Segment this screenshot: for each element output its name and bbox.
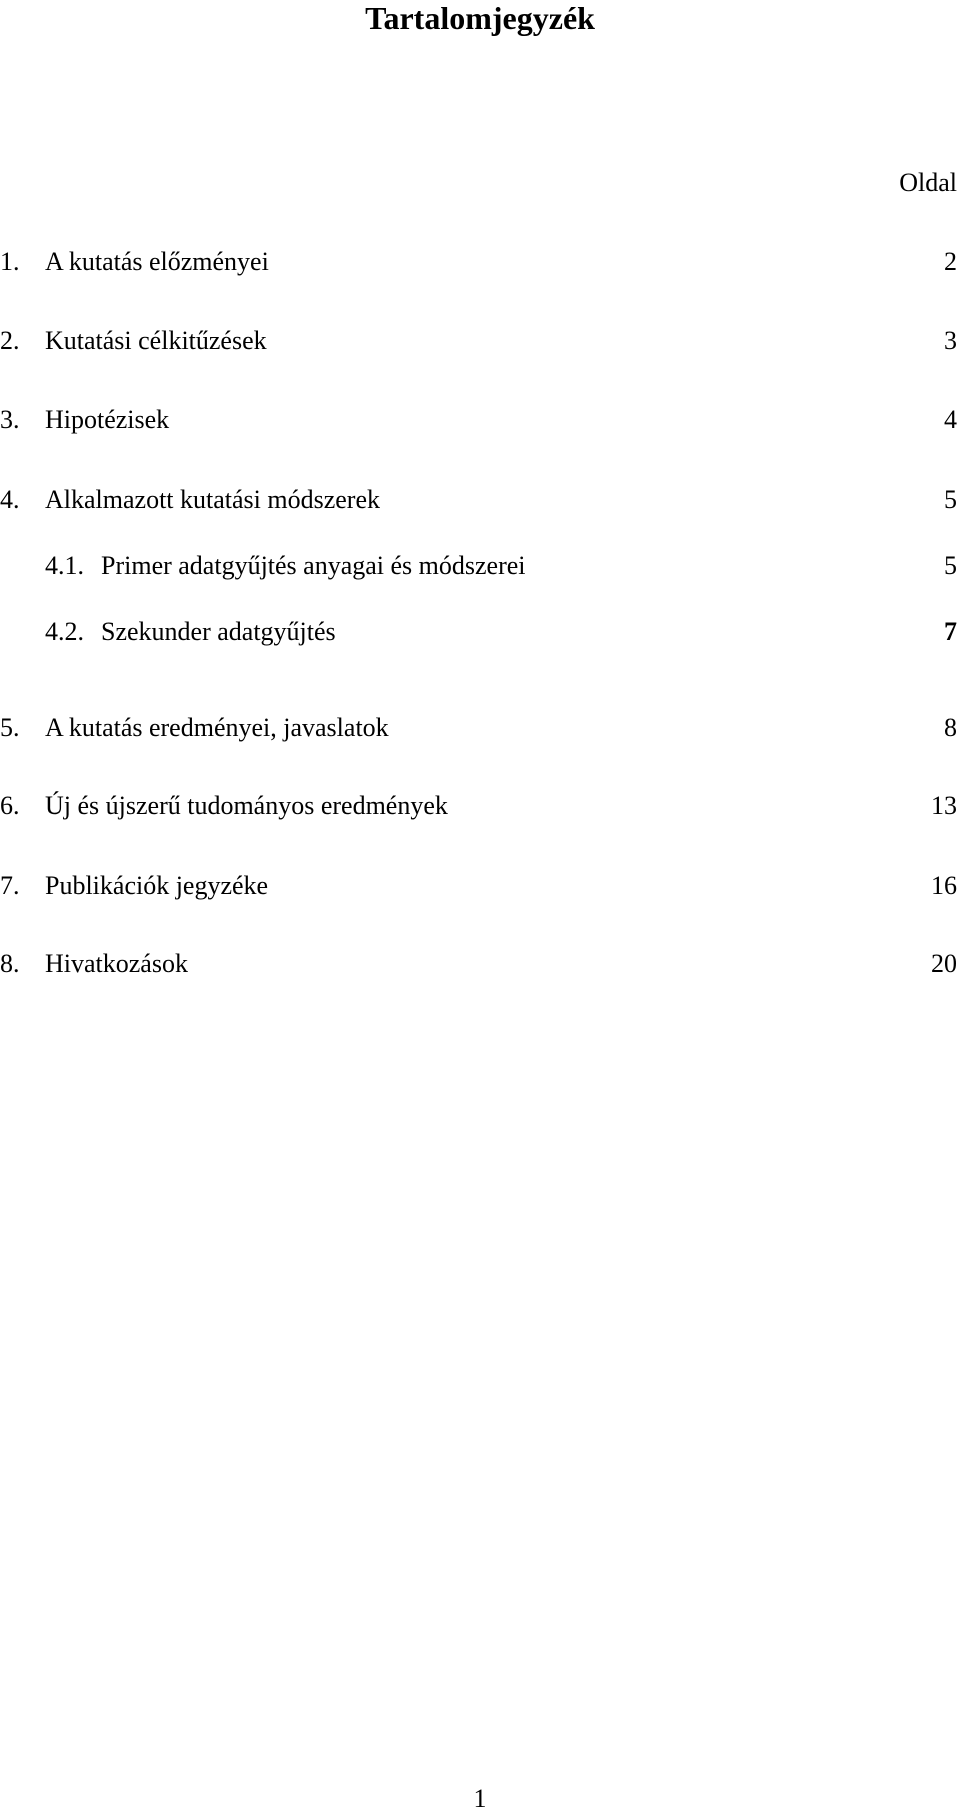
toc-entry-number: 7. [0, 871, 20, 900]
toc-entry-label: A kutatás eredményei, javaslatok [45, 713, 389, 742]
footer-page-number: 1 [473, 1784, 487, 1813]
toc-entry-number: 6. [0, 791, 20, 820]
toc-entry-number: 5. [0, 713, 20, 742]
toc-entry-number: 8. [0, 949, 20, 978]
toc-entry-label: Új és újszerű tudományos eredmények [45, 791, 448, 820]
toc-entry-page: 5 [944, 551, 957, 580]
toc-entry-5[interactable] [0, 713, 957, 747]
toc-entry-label: Alkalmazott kutatási módszerek [45, 485, 381, 514]
toc-entry-page: 7 [944, 617, 957, 646]
toc-entry-4-2[interactable] [0, 617, 957, 651]
toc-entry-6[interactable] [0, 791, 957, 825]
toc-entry-label: Primer adatgyűjtés anyagai és módszerei [101, 551, 526, 580]
toc-entry-4[interactable] [0, 485, 957, 519]
toc-entry-page: 2 [944, 247, 957, 276]
page-title: Tartalomjegyzék [365, 0, 595, 36]
toc-entry-label: Hipotézisek [45, 405, 170, 434]
toc-entry-label: Kutatási célkitűzések [45, 326, 267, 355]
toc-entry-page: 8 [944, 713, 957, 742]
toc-entry-label: A kutatás előzményei [45, 247, 269, 276]
toc-entry-page: 5 [944, 485, 957, 514]
toc-entry-number: 2. [0, 326, 20, 355]
toc-entry-4-1[interactable] [0, 551, 957, 585]
toc-entry-number: 1. [0, 247, 20, 276]
toc-entry-number: 4.2. [45, 617, 84, 646]
toc-entry-8[interactable] [0, 949, 957, 983]
toc-entry-7[interactable] [0, 871, 957, 905]
toc-entry-label: Publikációk jegyzéke [45, 871, 269, 900]
toc-entry-page: 20 [931, 949, 957, 978]
page-column-label: Oldal [899, 168, 957, 197]
toc-entry-number: 4. [0, 485, 20, 514]
toc-entry-page: 13 [931, 791, 957, 820]
toc-entry-page: 16 [931, 871, 957, 900]
toc-entry-page: 3 [944, 326, 957, 355]
toc-entry-number: 4.1. [45, 551, 84, 580]
toc-entry-label: Szekunder adatgyűjtés [101, 617, 336, 646]
toc-entry-2[interactable] [0, 326, 957, 360]
toc-entry-page: 4 [944, 405, 957, 434]
toc-entry-3[interactable] [0, 405, 957, 439]
toc-entry-number: 3. [0, 405, 20, 434]
toc-entry-1[interactable] [0, 247, 957, 281]
toc-entry-label: Hivatkozások [45, 949, 188, 978]
